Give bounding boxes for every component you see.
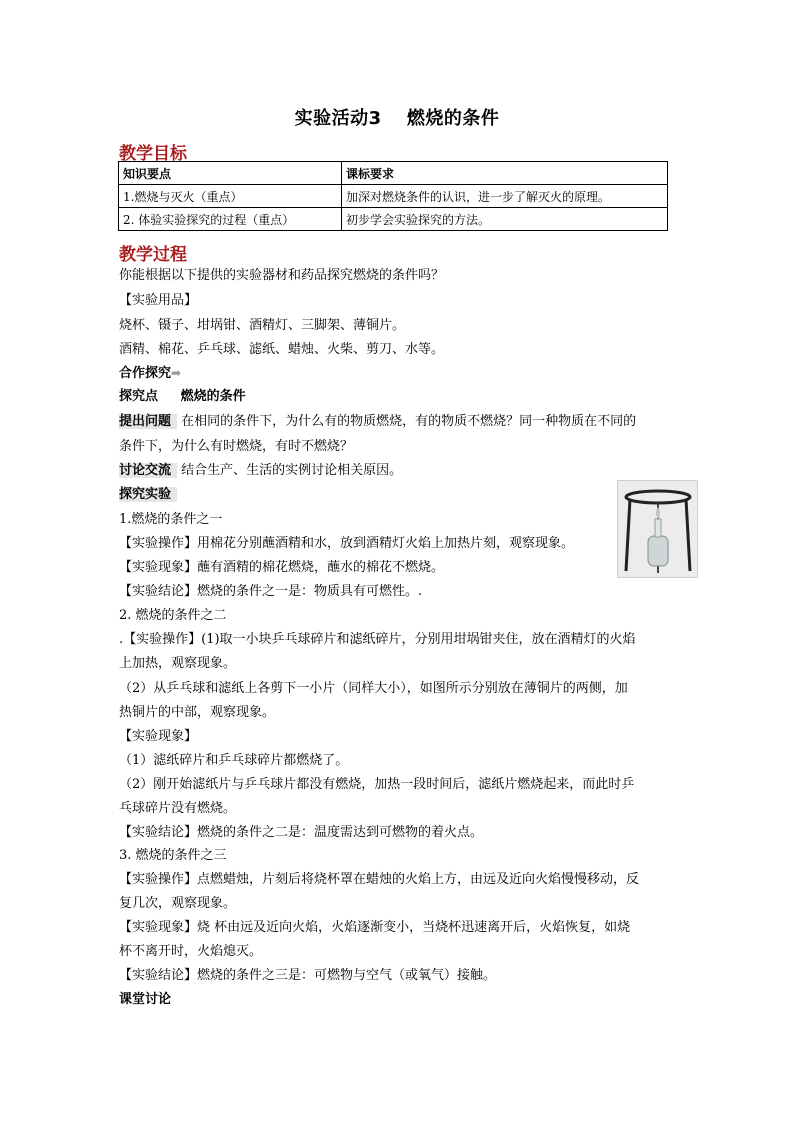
reagent-list: 酒精、棉花、乒乓球、滤纸、蜡烛、火柴、剪刀、水等。 — [119, 342, 445, 357]
condition-2-operation-4: 热铜片的中部，观察现象。 — [119, 705, 276, 720]
condition-2-title: 2. 燃烧的条件之二 — [119, 608, 227, 623]
discussion-tag: 讨论交流 — [119, 463, 177, 478]
table-header-cell: 课标要求 — [342, 162, 668, 185]
question-text-1: 在相同的条件下，为什么有的物质燃烧，有的物质不燃烧？同一种物质在不同的 — [181, 414, 637, 429]
table-header-row — [119, 162, 668, 185]
table-header-cell: 知识要点 — [119, 162, 342, 185]
condition-3-title: 3. 燃烧的条件之三 — [119, 848, 227, 863]
condition-1-conclusion: 【实验结论】燃烧的条件之一是：物质具有可燃性。. — [119, 584, 423, 599]
explore-experiment-tag: 探究实验 — [119, 487, 177, 502]
condition-2-phenomenon-label: 【实验现象】 — [119, 729, 198, 744]
condition-3-phenomenon-2: 杯不离开时，火焰熄灭。 — [119, 944, 263, 959]
teaching-goals-heading: 教学目标 — [119, 144, 187, 164]
explore-line — [119, 485, 679, 505]
supplies-label: 【实验用品】 — [119, 293, 198, 308]
page-title: 实验活动3 燃烧的条件 — [294, 108, 500, 129]
cooperative-inquiry-label — [119, 363, 679, 384]
intro-text: 你能根据以下提供的实验器材和药品探究燃烧的条件吗？ — [119, 268, 445, 283]
condition-2-operation-2: 上加热，观察现象。 — [119, 656, 237, 671]
condition-2-conclusion: 【实验结论】燃烧的条件之二是：温度需达到可燃物的着火点。 — [119, 825, 484, 840]
condition-2-operation-3: （2）从乒乓球和滤纸上各剪下一小片（同样大小），如图所示分别放在薄铜片的两侧，加 — [119, 681, 628, 696]
goals-table — [118, 161, 668, 231]
condition-3-operation-2: 复几次，观察现象。 — [119, 896, 237, 911]
condition-1-operation: 【实验操作】用棉花分别蘸酒精和水，放到酒精灯火焰上加热片刻，观察现象。 — [119, 536, 575, 551]
table-cell: 2. 体验实验探究的过程（重点） — [119, 208, 342, 231]
discussion-line — [119, 461, 679, 481]
inquiry-point-title: 燃烧的条件 — [180, 389, 246, 404]
raise-question-tag: 提出问题 — [119, 414, 177, 429]
table-cell: 初步学会实验探究的方法。 — [342, 208, 668, 231]
inquiry-point — [119, 387, 679, 407]
cooperative-inquiry-text: 合作探究 — [119, 366, 172, 381]
condition-1-phenomenon: 【实验现象】蘸有酒精的棉花燃烧，蘸水的棉花不燃烧。 — [119, 560, 445, 575]
condition-3-phenomenon-1: 【实验现象】烧 杯由远及近向火焰，火焰逐渐变小，当烧杯迅速离开后，火焰恢复，如烧 — [119, 920, 631, 935]
class-discussion-heading: 课堂讨论 — [119, 992, 172, 1007]
equipment-list: 烧杯、镊子、坩埚钳、酒精灯、三脚架、薄铜片。 — [119, 318, 406, 333]
table-cell: 加深对燃烧条件的认识，进一步了解灭火的原理。 — [342, 185, 668, 208]
table-row — [119, 185, 668, 208]
table-row — [119, 208, 668, 231]
table-cell: 1.燃烧与灭火（重点） — [119, 185, 342, 208]
condition-1-title: 1.燃烧的条件之一 — [119, 512, 223, 527]
condition-2-phenomenon-1: （1）滤纸碎片和乒乓球碎片都燃烧了。 — [119, 753, 349, 768]
discussion-text: 结合生产、生活的实例讨论相关原因。 — [181, 463, 403, 478]
question-line-2: 条件下，为什么有时燃烧，有时不燃烧？ — [119, 439, 354, 454]
teaching-process-heading: 教学过程 — [119, 245, 187, 265]
condition-3-conclusion: 【实验结论】燃烧的条件之三是：可燃物与空气（或氧气）接触。 — [119, 968, 497, 983]
condition-3-operation-1: 【实验操作】点燃蜡烛，片刻后将烧杯罩在蜡烛的火焰上方，由远及近向火焰慢慢移动，反 — [119, 872, 640, 887]
condition-2-phenomenon-2a: （2）刚开始滤纸片与乒乓球片都没有燃烧，加热一段时间后，滤纸片燃烧起来，而此时乒 — [119, 777, 635, 792]
question-line-1 — [119, 412, 679, 432]
arrow-right-icon: ➡ — [171, 366, 182, 380]
condition-2-phenomenon-2b: 乓球碎片没有燃烧。 — [119, 801, 237, 816]
inquiry-point-label: 探究点 — [119, 389, 159, 404]
condition-2-operation-1: .【实验操作】(1)取一小块乒乓球碎片和滤纸碎片，分别用坩埚钳夹住，放在酒精灯的火焰 — [119, 632, 636, 647]
